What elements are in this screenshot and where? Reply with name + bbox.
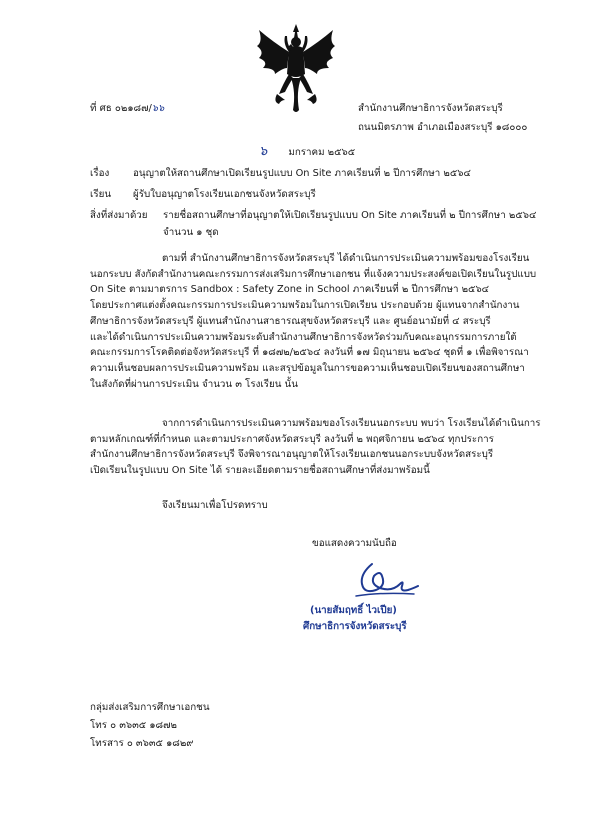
reference-prefix: ที่ ศธ ๐๒๑๘๗/: [90, 103, 152, 114]
closing-regards: ขอแสดงความนับถือ: [312, 538, 397, 549]
attachment-label: สิ่งที่ส่งมาด้วย: [90, 210, 148, 221]
paragraph-line: On Site ตามมาตรการ Sandbox : Safety Zone in School ภาคเรียนที่ ๒ ปีการศึกษา ๒๕๖๔: [90, 284, 490, 296]
phone-number: โทร ๐ ๓๖๓๕ ๑๘๗๒: [90, 720, 177, 731]
office-name: สำนักงานศึกษาธิการจังหวัดสระบุรี: [358, 103, 503, 114]
paragraph-line: สำนักงานศึกษาธิการจังหวัดสระบุรี จึงพิจารณาอนุญาตให้โรงเรียนเอกชนนอกระบบจังหวัดสระบุรี: [90, 449, 494, 461]
signature-icon: [352, 556, 422, 600]
fax-number: โทรสาร ๐ ๓๖๓๕ ๑๘๒๙: [90, 738, 194, 749]
paragraph-line: โดยประกาศแต่งตั้งคณะกรรมการประเมินความพร้อมในการเปิดเรียน ประกอบด้วย ผู้แทนจากสำนักงาน: [90, 300, 520, 312]
letter-date: [259, 145, 355, 159]
reference-number: [90, 102, 164, 115]
to-text: ผู้รับใบอนุญาตโรงเรียนเอกชนจังหวัดสระบุรี: [133, 189, 316, 200]
body-paragraph-2: [90, 416, 541, 479]
subject-label: เรื่อง: [90, 168, 110, 179]
attachment-line-1: รายชื่อสถานศึกษาที่อนุญาตให้เปิดเรียนรูปแบบ On Site ภาคเรียนที่ ๒ ปีการศึกษา ๒๕๖๔: [163, 210, 537, 221]
paragraph-line: ในสังกัดที่ผ่านการประเมิน จำนวน ๓ โรงเรียน นั้น: [90, 378, 298, 390]
paragraph-line: จากการดำเนินการประเมินความพร้อมของโรงเรียนนอกระบบ พบว่า โรงเรียนได้ดำเนินการ: [162, 418, 541, 429]
paragraph-line: ความเห็นชอบผลการประเมินความพร้อม และสรุปข้อมูลในการขอความเห็นชอบเปิดเรียนของสถานศึกษา: [90, 362, 525, 374]
body-paragraph-1: [90, 251, 537, 392]
reference-handwritten-number: ๖๖: [151, 103, 165, 114]
department-name: กลุ่มส่งเสริมการศึกษาเอกชน: [90, 702, 210, 713]
garuda-emblem-icon: [253, 22, 339, 116]
paragraph-line: และได้ดำเนินการประเมินความพร้อมระดับสำนักงานศึกษาธิการจังหวัดร่วมกับคณะอนุกรรมการภายใต้: [90, 331, 517, 343]
date-month-year: มกราคม ๒๕๖๕: [288, 147, 356, 158]
signer-title: ศึกษาธิการจังหวัดสระบุรี: [303, 621, 407, 632]
paragraph-line: คณะกรรมการโรคติดต่อจังหวัดสระบุรี ที่ ๑๘๗๒/๒๕๖๔ ลงวันที่ ๑๗ มิถุนายน ๒๕๖๔ ชุดที่ ๑ เพื่อพิจารณา: [90, 347, 529, 359]
paragraph-line: เปิดเรียนในรูปแบบ On Site ได้ รายละเอียดตามรายชื่อสถานศึกษาที่ส่งมาพร้อมนี้: [90, 465, 430, 477]
paragraph-line: ตามที่ สำนักงานศึกษาธิการจังหวัดสระบุรี ได้ดำเนินการประเมินความพร้อมของโรงเรียน: [162, 253, 530, 264]
paragraph-line: ตามหลักเกณฑ์ที่กำหนด และตามประกาศจังหวัดสระบุรี ลงวันที่ ๒ พฤศจิกายน ๒๕๖๔ ทุกประการ: [90, 433, 494, 445]
attachment-line-2: จำนวน ๑ ชุด: [163, 227, 219, 238]
to-label: เรียน: [90, 189, 112, 200]
date-day-handwritten: ๖: [259, 144, 268, 159]
paragraph-line: ศึกษาธิการจังหวัดสระบุรี ผู้แทนสำนักงานสาธารณสุขจังหวัดสระบุรี และ ศูนย์อนามัยที่ ๔ สระบุรี: [90, 315, 491, 327]
office-address: ถนนมิตรภาพ อำเภอเมืองสระบุรี ๑๘๐๐๐: [358, 122, 528, 133]
subject-text: อนุญาตให้สถานศึกษาเปิดเรียนรูปแบบ On Site ภาคเรียนที่ ๒ ปีการศึกษา ๒๕๖๔: [133, 168, 471, 179]
closing-request: จึงเรียนมาเพื่อโปรดทราบ: [162, 500, 268, 511]
signer-name: (นายสัมฤทธิ์ ไวเปีย): [310, 605, 397, 616]
paragraph-line: นอกระบบ สังกัดสำนักงานคณะกรรมการส่งเสริมการศึกษาเอกชน ที่แจ้งความประสงค์ขอเปิดเรียนในรูปแบบ: [90, 268, 537, 280]
